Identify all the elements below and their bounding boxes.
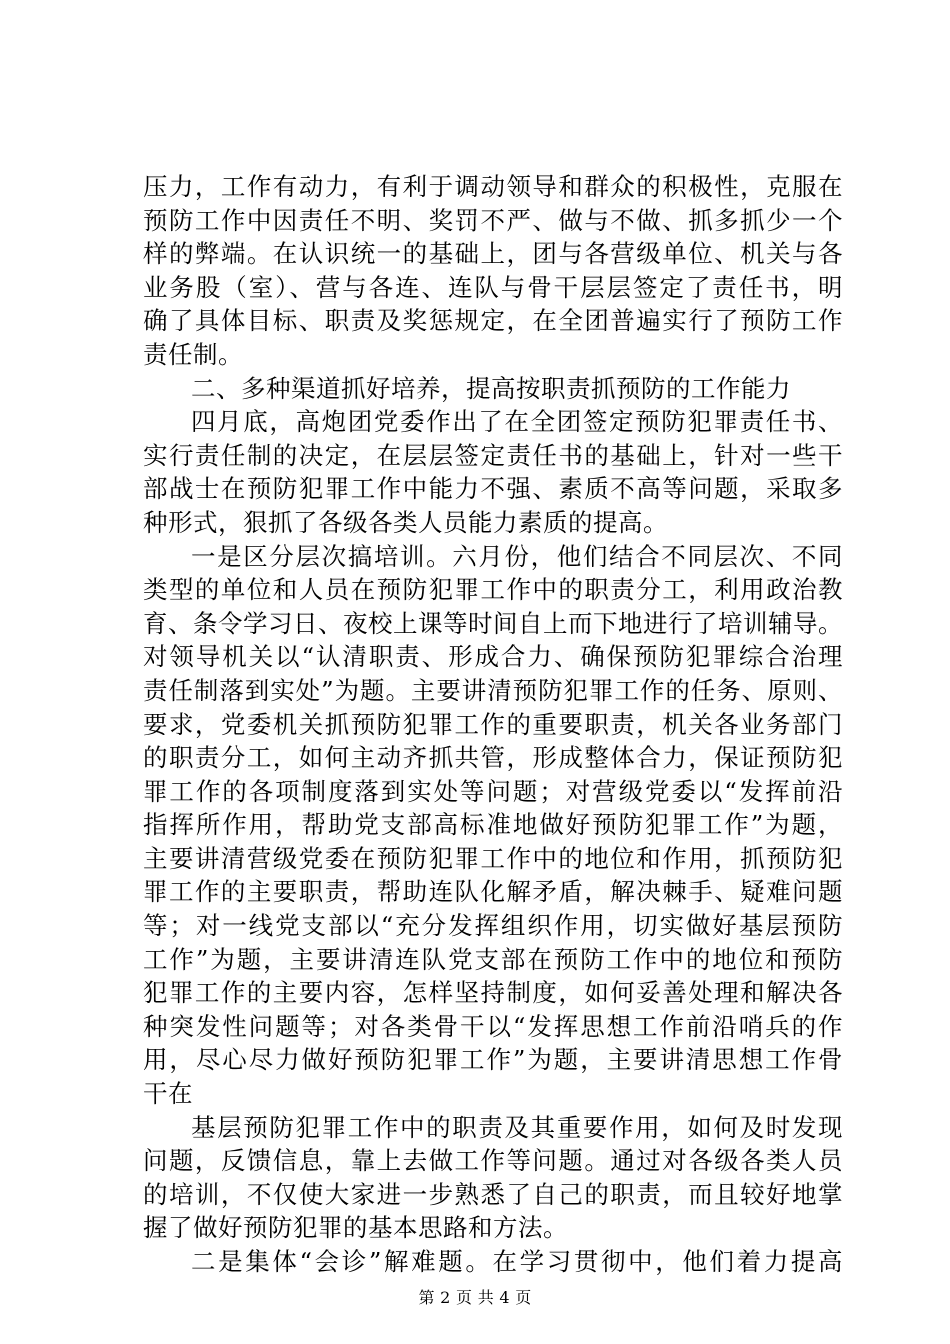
text-line: 类型的单位和人员在预防犯罪工作中的职责分工，利用政治教 [143, 575, 843, 605]
text-line: 用，尽心尽力做好预防犯罪工作”为题，主要讲清思想工作骨 [143, 1045, 843, 1075]
text-line: 实行责任制的决定，在层层签定责任书的基础上，针对一些干 [143, 440, 843, 470]
text-line: 基层预防犯罪工作中的职责及其重要作用，如何及时发现 [191, 1112, 843, 1142]
text-line: 握了做好预防犯罪的基本思路和方法。 [143, 1213, 568, 1243]
text-line: 种形式，狠抓了各级各类人员能力素质的提高。 [143, 507, 668, 537]
text-line: 等；对一线党支部以“充分发挥组织作用，切实做好基层预防 [143, 911, 843, 941]
text-line: 责任制。 [143, 339, 243, 369]
text-line: 育、条令学习日、夜校上课等时间自上而下地进行了培训辅导。 [143, 608, 843, 638]
text-line: 罪工作的主要职责，帮助连队化解矛盾，解决棘手、疑难问题 [143, 877, 843, 907]
text-line: 确了具体目标、职责及奖惩规定，在全团普遍实行了预防工作 [143, 306, 843, 336]
text-line: 问题，反馈信息，靠上去做工作等问题。通过对各级各类人员 [143, 1146, 843, 1176]
text-line: 主要讲清营级党委在预防犯罪工作中的地位和作用，抓预防犯 [143, 843, 843, 873]
text-line: 的职责分工，如何主动齐抓共管，形成整体合力，保证预防犯 [143, 743, 843, 773]
text-line: 工作”为题，主要讲清连队党支部在预防工作中的地位和预防 [143, 944, 843, 974]
text-line: 二是集体“会诊”解难题。在学习贯彻中，他们着力提高 [191, 1247, 843, 1276]
text-line: 种突发性问题等；对各类骨干以“发挥思想工作前沿哨兵的作 [143, 1011, 843, 1041]
text-line: 犯罪工作的主要内容，怎样坚持制度，如何妥善处理和解决各 [143, 978, 843, 1008]
text-line: 的培训，不仅使大家进一步熟悉了自己的职责，而且较好地掌 [143, 1179, 843, 1209]
text-line: 二、多种渠道抓好培养，提高按职责抓预防的工作能力 [191, 373, 791, 403]
text-line: 指挥所作用，帮助党支部高标准地做好预防犯罪工作”为题， [143, 810, 843, 840]
text-line: 一是区分层次搞培训。六月份，他们结合不同层次、不同 [191, 541, 843, 571]
page-footer: 第 2 页 共 4 页 [418, 1288, 532, 1307]
text-line: 压力，工作有动力，有利于调动领导和群众的积极性，克服在 [143, 172, 843, 201]
body-text [143, 170, 843, 1279]
text-line: 样的弊端。在认识统一的基础上，团与各营级单位、机关与各 [143, 239, 843, 269]
text-line: 预防工作中因责任不明、奖罚不严、做与不做、抓多抓少一个 [143, 205, 843, 235]
text-line: 责任制落到实处”为题。主要讲清预防犯罪工作的任务、原则、 [143, 675, 843, 705]
text-line: 四月底，高炮团党委作出了在全团签定预防犯罪责任书、 [191, 407, 843, 437]
text-line: 罪工作的各项制度落到实处等问题；对营级党委以“发挥前沿 [143, 776, 843, 806]
text-line: 对领导机关以“认清职责、形成合力、确保预防犯罪综合治理 [143, 642, 843, 672]
text-line: 业务股（室）、营与各连、连队与骨干层层签定了责任书，明 [143, 272, 843, 302]
text-line: 部战士在预防犯罪工作中能力不强、素质不高等问题，采取多 [143, 474, 843, 504]
text-line: 要求，党委机关抓预防犯罪工作的重要职责，机关各业务部门 [143, 709, 843, 739]
text-line: 干在 [143, 1079, 193, 1109]
